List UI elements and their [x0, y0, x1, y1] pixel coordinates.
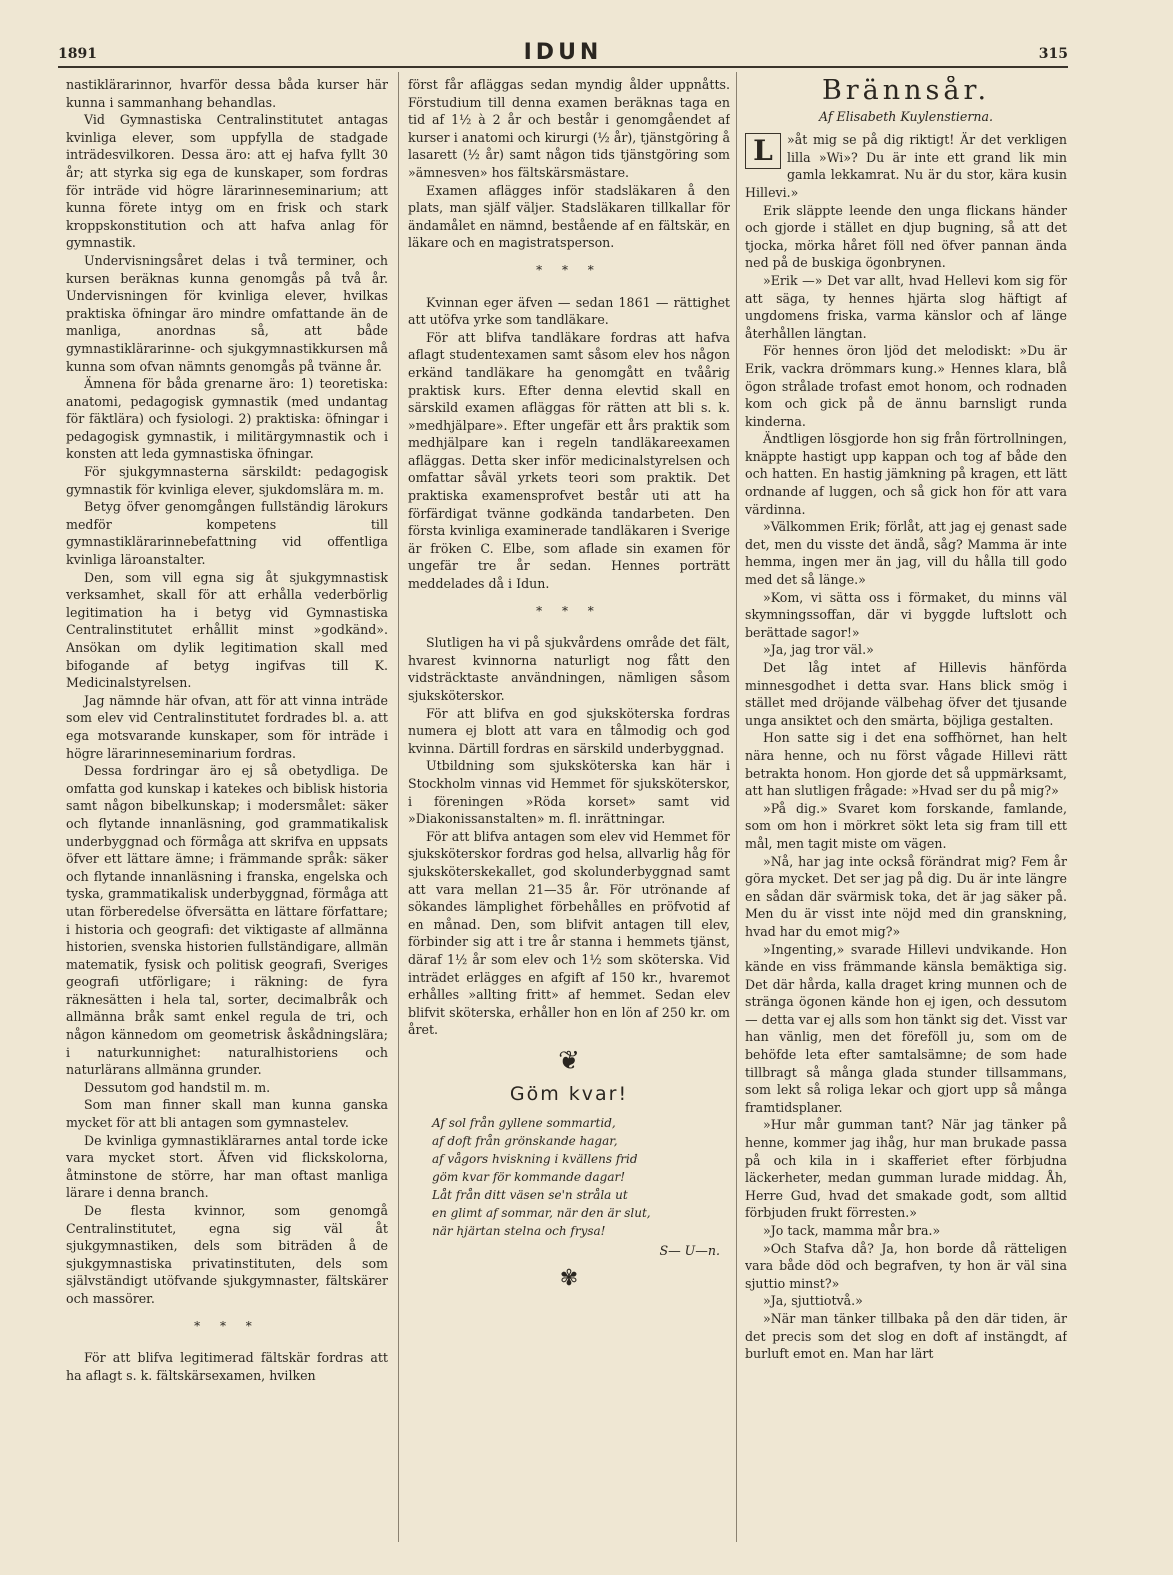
story-paragraph: Ändtligen lösgjorde hon sig från förtrollningen, knäppte hastigt upp kappan och tog af både den och hatten. En hastig jämkning på kragen, ett lätt ordnande af luggen, och så gick hon för att vara värdinna. — [745, 431, 1067, 517]
story-paragraph: »På dig.» Svaret kom forskande, famlande, som om hon i mörkret sökt leta sig fram till ett mål, men tagit miste om vägen. — [745, 800, 1067, 851]
col1-paragraph: De flesta kvinnor, som genomgå Centralinstitutet, egna sig väl åt sjukgymnastiken, dels som biträden å de sjukgymnastiska privatinstituten, dels som självständigt utöfvande sjukgymnaster, fältskärer och massörer. — [66, 1203, 388, 1306]
poem-title: Göm kvar! — [509, 1083, 629, 1106]
story-paragraph: »Välkommen Erik; förlåt, att jag ej genast sade det, men du visste det ändå, såg? Mamma är inte hemma, ingen mer än jag, vill du hålla till godo med det så länge.» — [745, 519, 1067, 588]
story-first-paragraph — [745, 131, 1067, 201]
col1-paragraph: Jag nämnde här ofvan, att för att vinna inträde som elev vid Centralinstitutet fordrades bl. a. att ega motsvarande kunskaper, som för inträde i högre lärarinneseminarium fordras. — [66, 692, 388, 761]
section-stars: * * * — [536, 262, 602, 277]
col2-paragraph: För att blifva tandläkare fordras att hafva aflagt studentexamen samt såsom elev hos någon erkänd tandläkare ha genomgått en tvåårig praktisk kurs. Efter denna elevtid skall en särskild examen afläggas för rätten att bli s. k. »medhjälpare». Efter ungefär ett års praktik som medhjälpare kan i regeln tandläkareexamen afläggas. Detta sker inför medicinalstyrelsen och omfattar såväl yrkets teori som praktik. Det praktiska examensprofvet består uti att ha förfärdigat tvänne godkända tandarbeten. Den första kvinliga examinerade tandläkaren i Sverige är fröken C. Elbe, som aflade sin examen för ungefär tre år sedan. Hennes porträtt meddelades då i Idun. — [408, 329, 730, 592]
story-paragraph: »Och Stafva då? Ja, hon borde då rätteligen vara både död och begrafven, ty hon är väl sina sjuttio minst?» — [745, 1240, 1067, 1291]
col2-paragraph: För att blifva en god sjuksköterska fordras numera ej blott att vara en tålmodig och god kvinna. Därtill fordras en särskild underbyggnad. — [408, 705, 730, 756]
story-paragraph: För hennes öron ljöd det melodiskt: »Du är Erik, vackra drömmars kung.» Hennes klara, blå ögon strålade trofast emot honom, och rodnaden kom och gick på de ännu barnsligt runda kinderna. — [745, 343, 1067, 429]
story-first-text: »åt mig se på dig riktigt! Är det verkligen lilla »Wi»? Du är inte ett grand lik min gamla lekkamrat. Nu är du stor, kära kusin Hillevi.» — [745, 132, 1067, 200]
column-divider-2 — [736, 72, 737, 1542]
ornament-icon: ❦ — [558, 1045, 580, 1076]
poem-line: af vågors hviskning i kvällens frid — [432, 1152, 638, 1167]
col1-paragraph: Dessa fordringar äro ej så obetydliga. De omfatta god kunskap i katekes och biblisk historia samt någon bibelkunskap; i modersmålet: säker och flytande innanläsning, god grammatikalisk underbyggnad och förmåga att skrifva en uppsats öfver ett lättare ämne; i främmande språk: säker och flytande innanläsning i franska, engelska och tyska, grammatikalisk underbyggnad, förmåga att utan förberedelse öfversätta en lättare författare; i historia och geografi: det viktigaste af allmänna historien, svenska historien fullständigare, allmän matematik, fysisk och politisk geografi, Sveriges geografi utförligare; i räkning: de fyra räknesätten i hela tal, sorter, decimalbråk och allmänna bråk samt enkel regula de tri, och någon kännedom om geometrisk åskådningslära; i naturkunnighet: naturalhistoriens och naturlärans allmänna grunder. — [66, 763, 388, 1078]
page-year: 1891 — [58, 46, 97, 62]
col2-paragraph: Utbildning som sjuksköterska kan här i Stockholm vinnas vid Hemmet för sjuksköterskor, i föreningen »Röda korset» samt vid »Diakonissanstalten» m. fl. inrättningar. — [408, 758, 730, 827]
story-paragraph: Hon satte sig i det ena soffhörnet, han helt nära henne, och nu först vågade Hillevi rätt betrakta honom. Hon gjorde det så uppmärksamt, att han slutligen frågade: »Hvad ser du på mig?» — [745, 730, 1067, 799]
col1-paragraph: För sjukgymnasterna särskildt: pedagogisk gymnastik för kvinliga elever, sjukdomslära m. m. — [66, 464, 388, 497]
story-byline: Af Elisabeth Kuylenstierna. — [818, 108, 994, 124]
col2-paragraph: först får afläggas sedan myndig ålder uppnåtts. Förstudium till denna examen beräknas taga en tid af 1½ à 2 år och består i genomgåendet af kurser i anatomi och kirurgi (½ år), tjänstgöring å lasarett (½ år) samt någon tids tjänstgöring som »ämnesven» hos fältskärsmästare. — [408, 77, 730, 180]
col1-paragraph: Betyg öfver genomgången fullständig lärokurs medför kompetens till gymnastiklärarinnebefattning vid offentliga kvinliga läroanstalter. — [66, 499, 388, 568]
column-2 — [408, 76, 730, 1546]
col1-paragraph: Undervisningsåret delas i två terminer, och kursen beräknas kunna genomgås på två år. Undervisningen för kvinliga elever, hvilkas praktiska öfningar äro mindre omfattande än de manliga, anordnas så, att både gymnastiklärarinne- och sjukgymnastikkursen må kunna som ofvan nämnts genomgås på tvänne år. — [66, 252, 388, 374]
poem-line: en glimt af sommar, när den är slut, — [432, 1206, 651, 1221]
story-title: Brännsår. — [821, 76, 991, 106]
col2-paragraph: För att blifva antagen som elev vid Hemmet för sjuksköterskor fordras god helsa, allvarlig håg för sjuksköterskekallet, god skolunderbyggnad samt att vara mellan 21—35 år. För utrönande af sökandes lämplighet förbehålles en pröfvotid af en månad. Den, som blifvit antagen till elev, förbinder sig att i tre år stanna i hemmets tjänst, däraf 1½ år som elev och 1½ som sköterska. Vid inträdet erlägges en afgift af 150 kr., hvaremot erhålles »allting fritt» af hemmet. Sedan elev blifvit sköterska, erhåller hon en lön af 250 kr. om året. — [408, 828, 730, 1038]
col1-paragraph: Vid Gymnastiska Centralinstitutet antagas kvinliga elever, som uppfylla de stadgade inträdesvilkoren. Dessa äro: att ej hafva fyllt 30 år; att styrka sig ega de kunskaper, som fordras för inträde vid högre lärarinneseminarium; att kunna förete intyg om en frisk och stark kroppskonstitution och att hafva anlag för gymnastik. — [66, 112, 388, 251]
story-paragraph: »Kom, vi sätta oss i förmaket, du minns väl skymningssoffan, där vi byggde luftslott och berättade sagor!» — [745, 589, 1067, 640]
poem — [408, 1114, 730, 1240]
col1-paragraph: För att blifva legitimerad fältskär fordras att ha aflagt s. k. fältskärsexamen, hvilken — [66, 1350, 388, 1383]
poem-line: Låt från ditt väsen se'n stråla ut — [432, 1188, 628, 1203]
page-number: 315 — [1038, 46, 1068, 62]
story-paragraph: »Ja, sjuttiotvå.» — [763, 1293, 863, 1309]
section-stars: * * * — [536, 603, 602, 618]
col1-paragraph: Som man finner skall man kunna ganska mycket för att bli antagen som gymnastelev. — [66, 1097, 388, 1131]
story-paragraph: Det låg intet af Hillevis hänförda minnesgodhet i detta svar. Hans blick smög i stället med dröjande välbehag öfver det tjusande unga ansiktet och den smärta, böjliga gestalten. — [745, 660, 1067, 728]
column-3 — [745, 76, 1067, 1546]
col1-paragraph: Dessutom god handstil m. m. — [84, 1079, 271, 1095]
col2-paragraph: Slutligen ha vi på sjukvårdens område det fält, hvarest kvinnorna naturligt nog fått den vidsträcktaste användningen, nämligen såsom sjuksköterskor. — [408, 635, 730, 703]
column-divider-1 — [398, 72, 399, 1542]
col1-paragraph: nastiklärarinnor, hvarför dessa båda kurser här kunna i sammanhang behandlas. — [66, 77, 388, 110]
poem-signature: S— U—n. — [659, 1243, 720, 1259]
magazine-title: IDUN — [523, 40, 603, 65]
ornament-small-icon: ✾ — [559, 1265, 579, 1291]
story-paragraph: »Ingenting,» svarade Hillevi undvikande. Hon kände en viss främmande känsla bemäktiga sig. Det där hårda, kalla draget kring munnen och de stränga ögonen kände hon ej igen, och dessutom — detta var ej alls som hon tänkt sig det. Visst var han vänlig, men det föreföll ju, som om de behöfde leta efter samtalsämne; de som hade tillbragt så många glada stunder tillsammans, som lekt så roliga lekar och gjort upp så många framtidsplaner. — [745, 941, 1067, 1115]
poem-line: Af sol från gyllene sommartid, — [432, 1116, 616, 1131]
story-paragraph: »Hur mår gumman tant? När jag tänker på henne, kommer jag ihåg, hur man brukade passa på och kila in i skafferiet efter förbjudna läckerheter, medan gumman lurade middag. Åh, Herre Gud, hvad det smakade godt, som alltid förbjuden frukt förresten.» — [745, 1117, 1067, 1221]
story-paragraph: »Nå, har jag inte också förändrat mig? Fem år göra mycket. Det ser jag på dig. Du är inte längre en sådan där svärmisk toka, det är jag säker på. Men du är visst inte nöjd med din granskning, hvad har du emot mig?» — [745, 853, 1067, 939]
section-stars: * * * — [194, 1318, 260, 1333]
poem-line: af doft från grönskande hagar, — [432, 1134, 618, 1149]
dropcap-letter: L — [745, 133, 781, 169]
header-rule — [58, 66, 1068, 68]
col2-paragraph: Examen aflägges inför stadsläkaren å den plats, man själf väljer. Stadsläkaren tillkallar för ändamålet en nämnd, bestående af en fältskär, en läkare och en magistratsperson. — [408, 182, 730, 251]
col1-paragraph: Ämnena för båda grenarne äro: 1) teoretiska: anatomi, pedagogisk gymnastik (med undantag för fäktlära) och fysiologi. 2) praktiska: öfningar i pedagogisk gymnastik, i militärgymnastik och i konsten att leda gymnastiska öfningar. — [66, 376, 388, 462]
col1-paragraph: Den, som vill egna sig åt sjukgymnastisk verksamhet, skall för att erhålla vederbörlig legitimation ha i betyg vid Gymnastiska Centralinstitutet erhållit minst »godkänd». Ansökan om dylik legitimation skall med bifogande af betyg ingifvas till K. Medicinalstyrelsen. — [66, 569, 388, 691]
col2-paragraph: Kvinnan eger äfven — sedan 1861 — rättighet att utöfva yrke som tandläkare. — [408, 294, 730, 328]
story-paragraph: »Jo tack, mamma mår bra.» — [763, 1223, 941, 1238]
story-paragraph: »När man tänker tillbaka på den där tiden, är det precis som det slog en doft af instängdt, af burluft emot en. Man har lärt — [745, 1310, 1067, 1362]
story-paragraph: »Ja, jag tror väl.» — [763, 642, 874, 658]
col1-paragraph: De kvinliga gymnastiklärarnes antal torde icke vara mycket stort. Äfven vid flickskolorna, åtminstone de större, har man oftast manliga lärare i denna branch. — [66, 1132, 388, 1201]
story-paragraph: »Erik —» Det var allt, hvad Hellevi kom sig för att säga, ty hennes hjärta slog häftigt af ungdomens friska, varma känslor och af länge återhållen längtan. — [745, 272, 1067, 341]
column-1 — [66, 76, 388, 1546]
poem-line: göm kvar för kommande dagar! — [432, 1170, 626, 1185]
story-paragraph: Erik släppte leende den unga flickans händer och gjorde i stället en djup bugning, så att det tjocka, mörka håret föll ned öfver pannan ända ned på de buskiga ögonbrynen. — [745, 202, 1067, 271]
poem-line: när hjärtan stelna och frysa! — [432, 1224, 606, 1239]
